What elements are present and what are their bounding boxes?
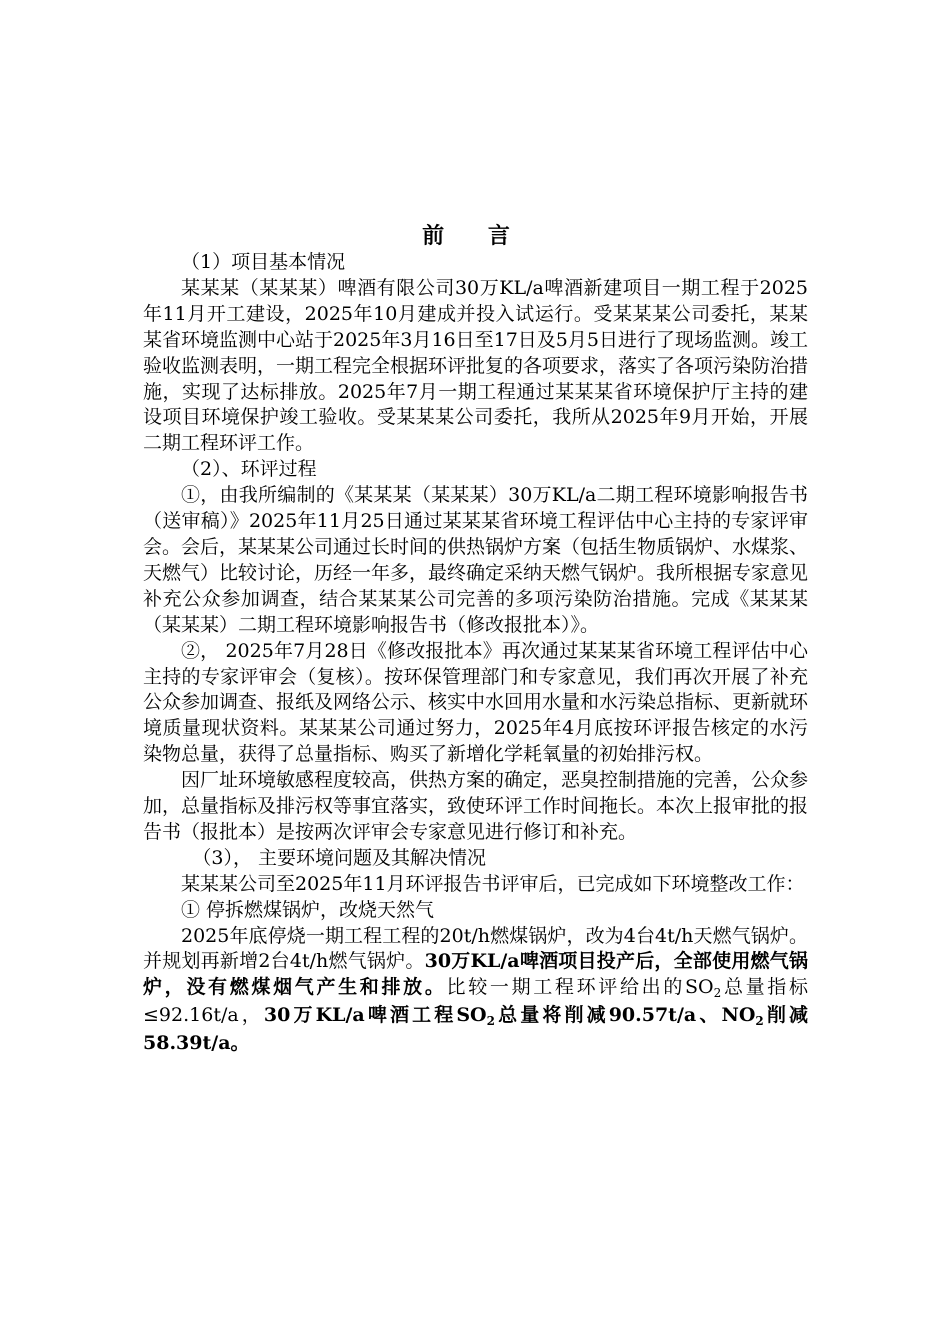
text-bold: 30万KL/a啤酒工程SO <box>263 1004 487 1027</box>
section-2-paragraph-1: ①，由我所编制的《某某某（某某某）30万KL/a二期工程环境影响报告书（送审稿）》2025年11月25日通过某某某省环境工程评估中心主持的专家评审会。会后，某某某公司通过长时间的供热锅炉方案（包括生物质锅炉、水煤浆、天燃气）比较讨论，历经一年多，最终确定采纳天燃气锅炉。我所根据专家意见补充公众参加调查，结合某某某公司完善的多项污染防治措施。完成《某某某（某某某）二期工程环境影响报告书（修改报批本）》。 <box>143 484 809 636</box>
text-normal: 2025年底停烧一期工程工程的20t/h燃煤锅炉，改为4台4t/h天燃气锅炉。并规划再新增2台4t/h燃气锅炉。 <box>143 924 808 973</box>
section-3-intro: 某某某公司至2025年11月环评报告书评审后，已完成如下环境整改工作： <box>181 872 805 895</box>
text-bold: 总量将削减90.57t/a、NO <box>494 1004 756 1027</box>
subscript: 2 <box>713 986 722 1001</box>
section-3-heading: （3）， 主要环境问题及其解决情况 <box>192 846 487 869</box>
section-1-heading: （1）项目基本情况 <box>181 251 346 273</box>
section-2-paragraph-2: ②， 2025年7月28日《修改报批本》再次通过某某某省环境工程评估中心主持的专家评审会（复核）。按环保管理部门和专家意见，我们再次开展了补充公众参加调查、报纸及网络公示、核实中水回用水量和水污染总指标、更新就环境质量现状资料。某某某公司通过努力，2025年4月底按环评报告核定的水污染物总量，获得了总量指标、购买了新增化学耗氧量的初始排污权。 <box>143 639 809 766</box>
text-bold: 30万KL/a啤酒项目投产后，全部使用燃气锅炉，没有燃煤烟气产生和排放。 <box>143 950 808 999</box>
text-normal: 比较一期工程环评给出的SO <box>446 976 714 999</box>
document-body <box>143 250 808 1057</box>
section-1-paragraph: 某某某（某某某）啤酒有限公司30万KL/a啤酒新建项目一期工程于2025年11月开工建设，2025年10月建成并投入试运行。受某某某公司委托，某某某省环境监测中心站于2025年3月16日至17日及5月5日进行了现场监测。竣工验收监测表明，一期工程完全根据环评批复的各项要求，落实了各项污染防治措施，实现了达标排放。2025年7月一期工程通过某某某省环境保护厅主持的建设项目环境保护竣工验收。受某某某公司委托，我所从2025年9月开始，开展二期工程环评工作。 <box>143 276 809 455</box>
section-2-paragraph-3: 因厂址环境敏感程度较高，供热方案的确定，恶臭控制措施的完善，公众参加，总量指标及排污权等事宜落实，致使环评工作时间拖长。本次上报审批的报告书（报批本）是按两次评审会专家意见进行修订和补充。 <box>143 769 809 843</box>
text-normal: 总量指标≤92.16t/a， <box>143 976 808 1027</box>
subscript: 2 <box>755 1014 764 1029</box>
section-2-heading: （2）、环评过程 <box>181 458 317 481</box>
subscript: 2 <box>486 1014 495 1029</box>
section-3-item-1: ① 停拆燃煤锅炉，改烧天然气 <box>181 898 435 921</box>
page-title: 前 言 <box>422 223 528 249</box>
section-3-paragraph <box>143 924 808 1058</box>
text-bold: 削减58.39t/a。 <box>143 1004 808 1055</box>
